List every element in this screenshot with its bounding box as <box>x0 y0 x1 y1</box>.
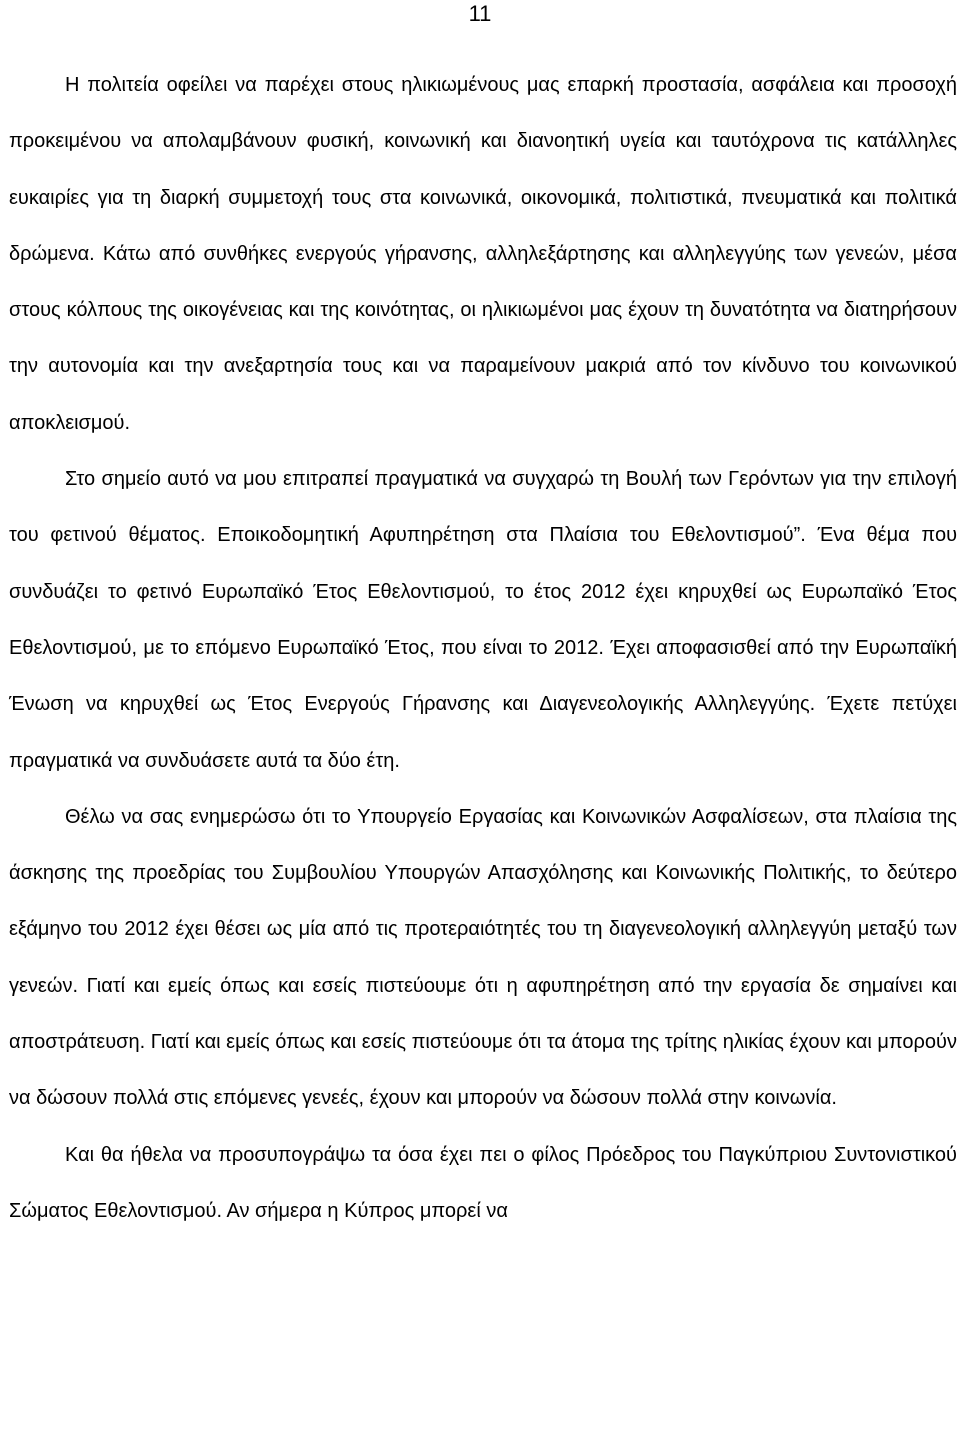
paragraph-volunteering-year: Στο σημείο αυτό να μου επιτραπεί πραγματικά να συγχαρώ τη Βουλή των Γερόντων για την επιλογή του φετινού θέματος. Εποικοδομητική Αφυπηρέτηση στα Πλαίσια του Εθελοντισμού”. Ένα θέμα που συνδυάζει το φετινό Ευρωπαϊκό Έτος Εθελοντισμού, το έτος 2012 έχει κηρυχθεί ως Ευρωπαϊκό Έτος Εθελοντισμού, με το επόμενο Ευρωπαϊκό Έτος, που είναι το 2012. Έχει αποφασισθεί από την Ευρωπαϊκή Ένωση να κηρυχθεί ως Έτος Ενεργούς Γήρανσης και Διαγενεολογικής Αλληλεγγύης. Έχετε πετύχει πραγματικά να συνδυάσετε αυτά τα δύο έτη. <box>9 468 957 772</box>
page-number: 11 <box>468 1 492 26</box>
paragraph-closing: Και θα ήθελα να προσυπογράψω τα όσα έχει πει ο φίλος Πρόεδρος του Παγκύπριου Συντονιστικού Σώματος Εθελοντισμού. Αν σήμερα η Κύπρος μπορεί να <box>9 1143 957 1222</box>
document-body <box>9 57 957 1239</box>
paragraph-elderly-protection: Η πολιτεία οφείλει να παρέχει στους ηλικιωμένους μας επαρκή προστασία, ασφάλεια και προσοχή προκειμένου να απολαμβάνουν φυσική, κοινωνική και διανοητική υγεία και ταυτόχρονα τις κατάλληλες ευκαιρίες για τη διαρκή συμμετοχή τους στα κοινωνικά, οικονομικά, πολιτιστικά, πνευματικά και πολιτικά δρώμενα. Κάτω από συνθήκες ενεργούς γήρανσης, αλληλεξάρτησης και αλληλεγγύης των γενεών, μέσα στους κόλπους της οικογένειας και της κοινότητας, οι ηλικιωμένοι μας έχουν τη δυνατότητα να διατηρήσουν την αυτονομία και την ανεξαρτησία τους και να παραμείνουν μακριά από τον κίνδυνο του κοινωνικού αποκλεισμού. <box>9 74 957 434</box>
paragraph-ministry-priorities: Θέλω να σας ενημερώσω ότι το Υπουργείο Εργασίας και Κοινωνικών Ασφαλίσεων, στα πλαίσια της άσκησης της προεδρίας του Συμβουλίου Υπουργών Απασχόλησης και Κοινωνικής Πολιτικής, το δεύτερο εξάμηνο του 2012 έχει θέσει ως μία από τις προτεραιότητές του τη διαγενεολογική αλληλεγγύη μεταξύ των γενεών. Γιατί και εμείς όπως και εσείς πιστεύουμε ότι η αφυπηρέτηση από την εργασία δε σημαίνει και αποστράτευση. Γιατί και εμείς όπως και εσείς πιστεύουμε ότι τα άτομα της τρίτης ηλικίας έχουν και μπορούν να δώσουν πολλά στις επόμενες γενεές, έχουν και μπορούν να δώσουν πολλά στην κοινωνία. <box>9 805 957 1110</box>
